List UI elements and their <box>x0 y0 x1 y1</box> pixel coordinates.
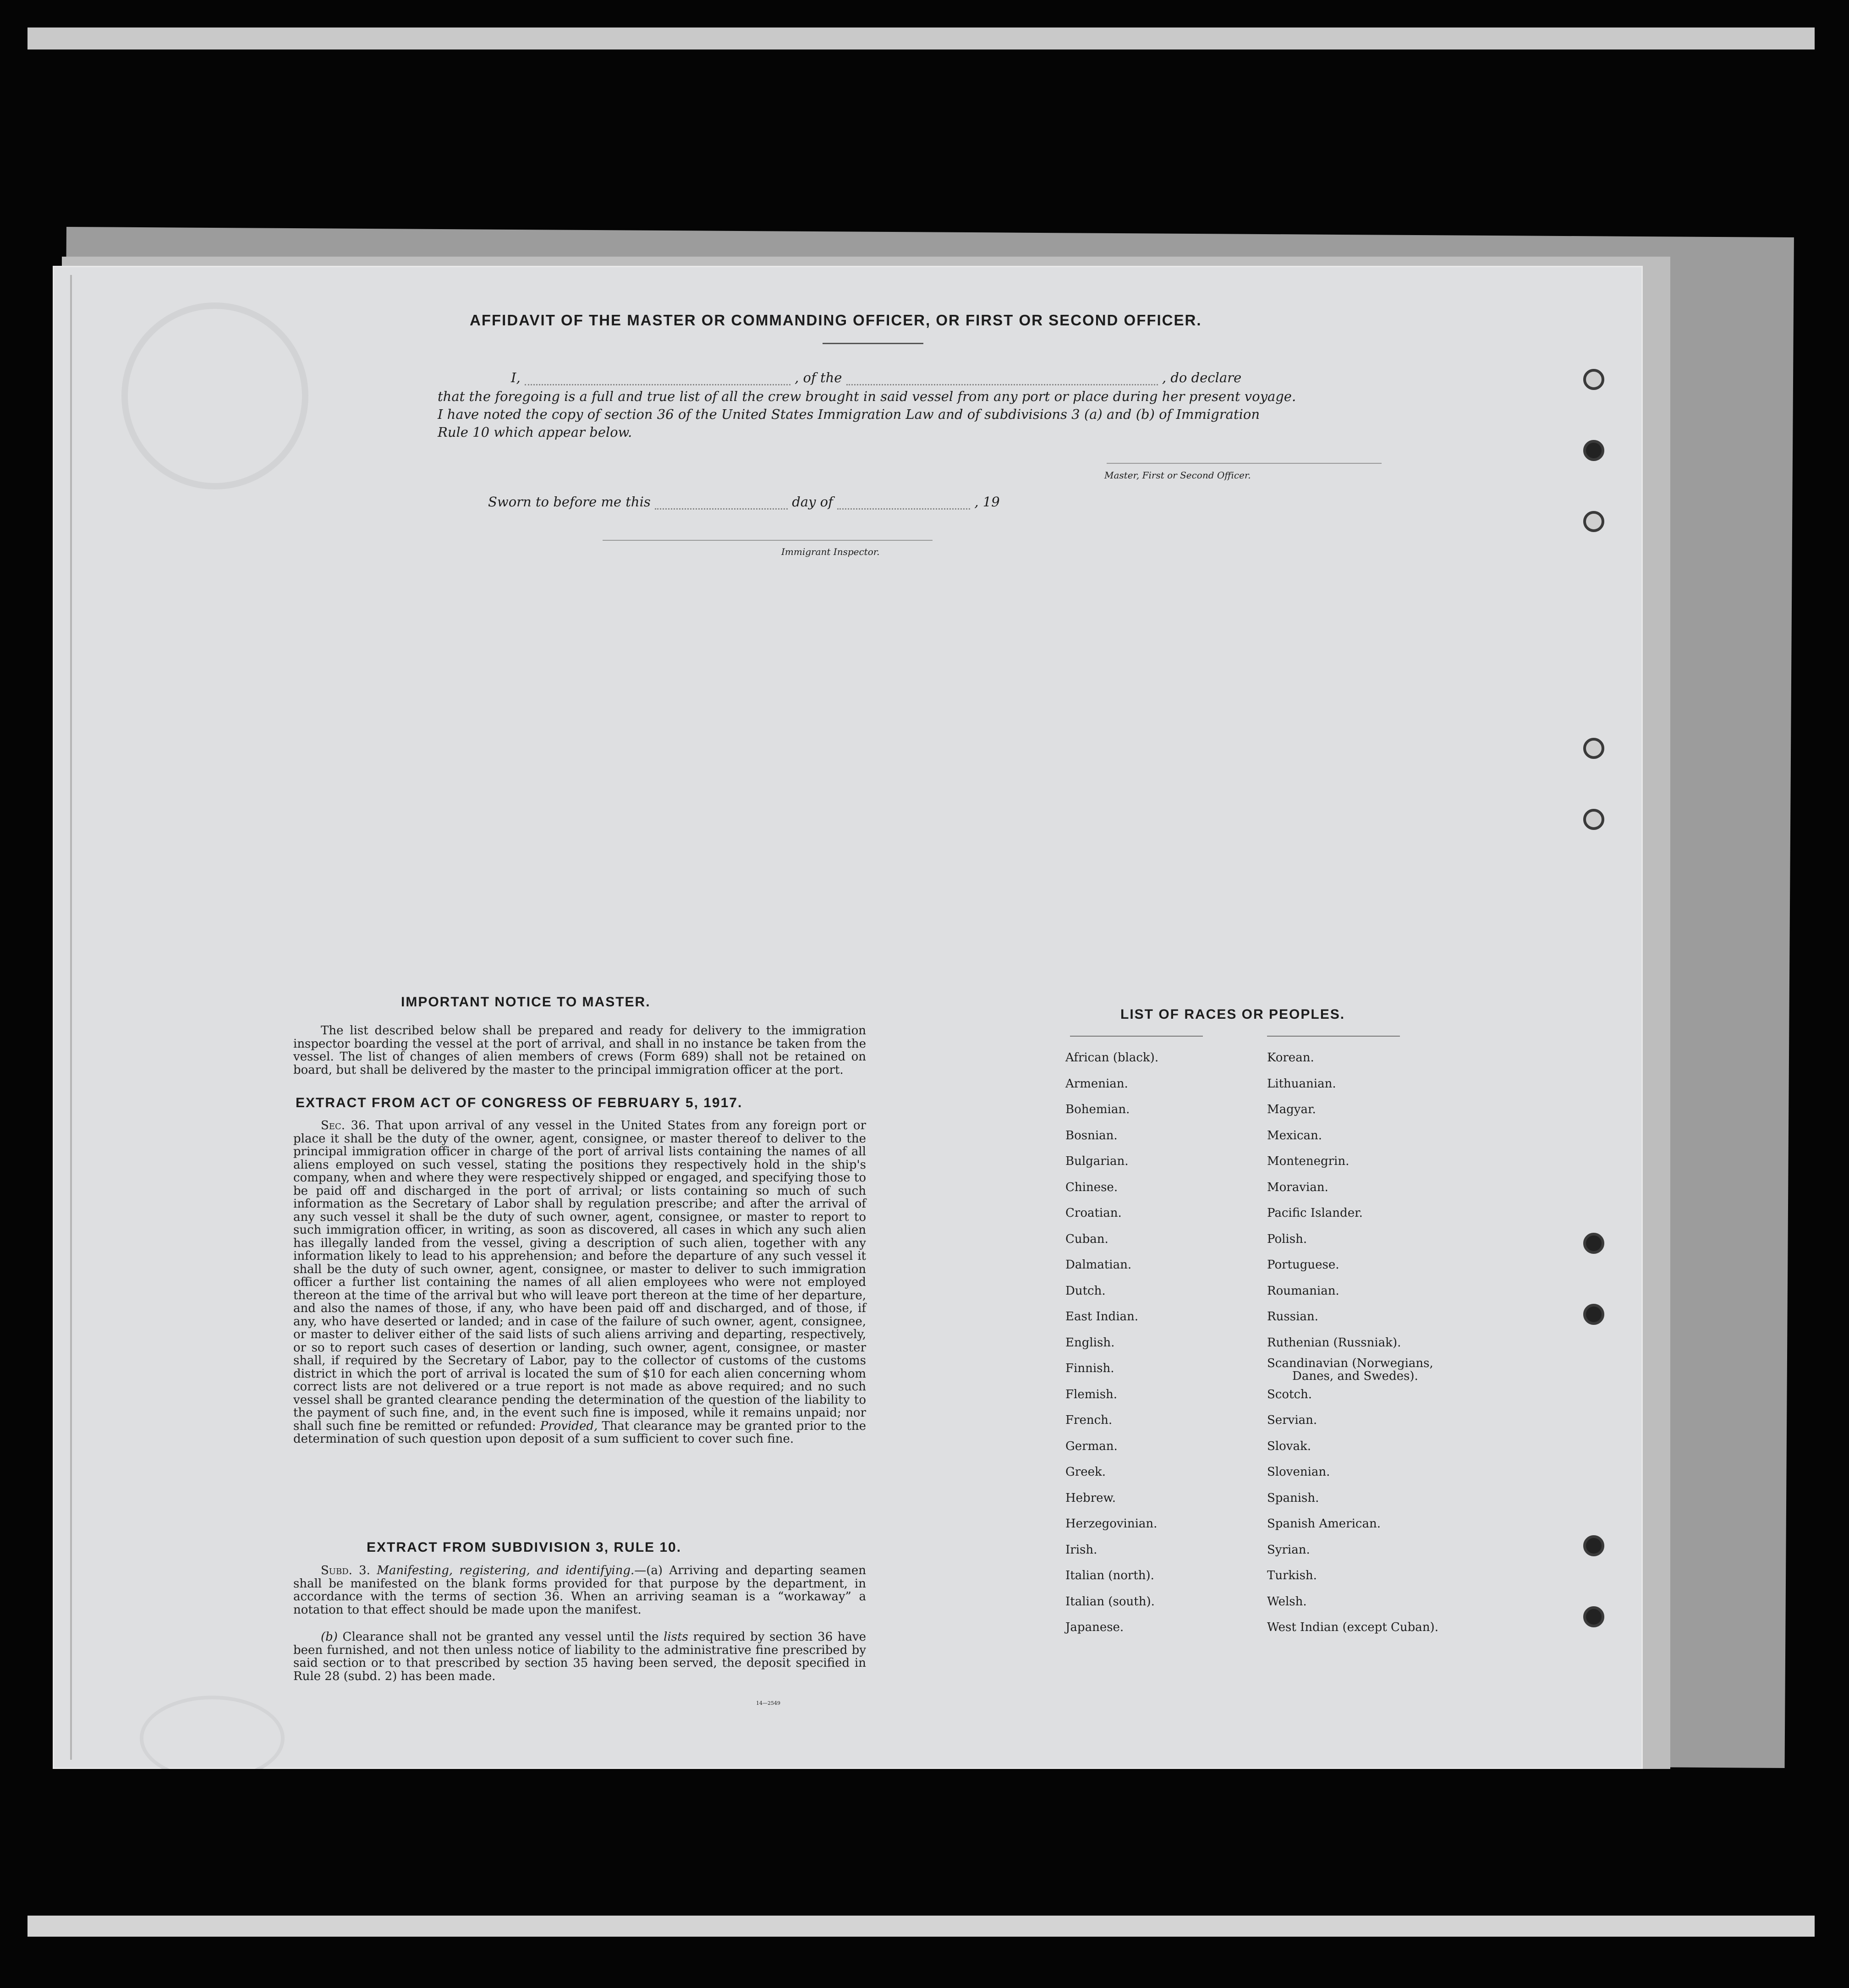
race-item: Dalmatian. <box>1065 1258 1132 1272</box>
day-of-text: day of <box>792 494 833 510</box>
race-item: Scotch. <box>1267 1387 1312 1401</box>
heading-rule <box>823 343 923 344</box>
binder-hole <box>1583 369 1604 390</box>
race-item: French. <box>1065 1413 1113 1427</box>
affidavit-do-declare: , do declare <box>1162 370 1242 385</box>
races-column-rule <box>1267 1036 1400 1037</box>
race-item: Italian (north). <box>1065 1569 1154 1582</box>
race-item: Irish. <box>1065 1543 1097 1557</box>
affidavit-line-3: I have noted the copy of section 36 of the United States Immigration Law and of subdivisions 3 (a) and (b) of Immigration <box>438 406 1260 422</box>
race-item: West Indian (except Cuban). <box>1267 1620 1438 1634</box>
race-item: Turkish. <box>1267 1569 1317 1582</box>
subd-title: Manifesting, registering, and identifying. <box>377 1564 635 1577</box>
name-blank <box>525 384 790 385</box>
officer-label: Master, First or Second Officer. <box>1104 470 1251 481</box>
races-heading: LIST OF RACES OR PEOPLES. <box>1120 1007 1345 1022</box>
race-item: African (black). <box>1065 1051 1159 1065</box>
subd-b-lists: lists <box>664 1630 688 1644</box>
binder-hole <box>1583 1233 1604 1254</box>
subd-b-label: (b) <box>321 1630 338 1644</box>
binder-hole <box>1583 1606 1604 1627</box>
race-item: Flemish. <box>1065 1387 1118 1401</box>
sworn-text: Sworn to before me this <box>488 494 651 510</box>
race-item: Danes, and Swedes). <box>1292 1369 1418 1383</box>
subd-a-text <box>293 1564 866 1616</box>
race-item: Hebrew. <box>1065 1491 1116 1505</box>
race-item: Moravian. <box>1267 1180 1328 1194</box>
affidavit-heading: AFFIDAVIT OF THE MASTER OR COMMANDING OFFICER, OR FIRST OR SECOND OFFICER. <box>470 312 1202 329</box>
extract-act-text <box>293 1119 866 1446</box>
binder-hole <box>1583 440 1604 461</box>
notice-heading: IMPORTANT NOTICE TO MASTER. <box>401 994 651 1010</box>
race-item: German. <box>1065 1439 1118 1453</box>
subd-b-body-1: Clearance shall not be granted any vessel until the <box>342 1630 659 1644</box>
bleed-through-seal <box>121 302 308 489</box>
race-item: Magyar. <box>1267 1103 1316 1116</box>
races-column-2 <box>1267 1045 1438 1641</box>
race-item: East Indian. <box>1065 1310 1139 1324</box>
race-item: Pacific Islander. <box>1267 1206 1363 1220</box>
form-code: 14—2549 <box>756 1700 780 1706</box>
race-item: Japanese. <box>1065 1620 1124 1634</box>
race-item: Greek. <box>1065 1465 1106 1479</box>
month-blank <box>837 508 970 510</box>
race-item: Korean. <box>1267 1051 1314 1065</box>
subd-b-text <box>293 1631 866 1683</box>
sworn-line <box>488 494 1000 510</box>
bleed-through-stamp <box>140 1696 285 1769</box>
race-item: Spanish. <box>1267 1491 1319 1505</box>
scan-top-strip <box>27 27 1815 49</box>
inspector-label: Immigrant Inspector. <box>781 546 880 557</box>
race-item: Lithuanian. <box>1267 1076 1336 1091</box>
scan-bottom-strip <box>27 1916 1815 1937</box>
affidavit-line-2: that the foregoing is a full and true list of all the crew brought in said vessel from any port or place during her present voyage. <box>438 389 1296 404</box>
race-item: Servian. <box>1267 1413 1317 1427</box>
race-item: Polish. <box>1267 1232 1307 1246</box>
subd-a-label: —(a) <box>634 1564 663 1577</box>
race-item: Mexican. <box>1267 1128 1322 1142</box>
vessel-blank <box>846 384 1158 385</box>
extract-act-heading: EXTRACT FROM ACT OF CONGRESS OF FEBRUARY 5, 1917. <box>296 1095 743 1110</box>
provided-label: Provided, <box>540 1419 598 1433</box>
affidavit-i: I, <box>511 370 521 385</box>
race-item: Russian. <box>1267 1310 1318 1324</box>
affidavit-line-4: Rule 10 which appear below. <box>438 424 632 440</box>
race-item: Armenian. <box>1065 1076 1128 1091</box>
affidavit-of-the: , of the <box>795 370 842 385</box>
race-item: English. <box>1065 1335 1115 1350</box>
page-edge <box>70 275 72 1760</box>
manifest-page <box>53 266 1643 1769</box>
race-item: Scandinavian (Norwegians, <box>1267 1356 1433 1370</box>
race-item: Slovenian. <box>1267 1465 1330 1479</box>
race-item: Finnish. <box>1065 1362 1114 1375</box>
races-column-rule <box>1070 1036 1203 1037</box>
race-item: Montenegrin. <box>1267 1154 1350 1168</box>
binder-hole <box>1583 511 1604 532</box>
binder-hole <box>1583 1535 1604 1556</box>
race-item: Bohemian. <box>1065 1103 1130 1116</box>
subd-label: Subd. 3. <box>321 1564 370 1577</box>
race-item: Ruthenian (Russniak). <box>1267 1335 1401 1350</box>
race-item: Italian (south). <box>1065 1594 1155 1609</box>
extract-rule-heading: EXTRACT FROM SUBDIVISION 3, RULE 10. <box>367 1540 682 1555</box>
race-item: Slovak. <box>1267 1439 1311 1453</box>
officer-signature-line <box>1107 463 1382 464</box>
race-item: Croatian. <box>1065 1206 1122 1220</box>
year-text: , 19 <box>974 494 1000 510</box>
subd-b-body-2: required by section 36 have been furnished, and not then unless notice of liability to the administrative fine prescribed by said section or to that prescribed by section 35 having been served, the deposit specified in Rule 28 (subd. 2) has been made. <box>293 1630 867 1683</box>
race-item: Bulgarian. <box>1065 1154 1129 1168</box>
race-item: Portuguese. <box>1267 1258 1339 1272</box>
race-item: Roumanian. <box>1267 1284 1339 1298</box>
provided-text: That clearance may be granted prior to the determination of such question upon deposit of a sum sufficient to cover such fine. <box>293 1419 866 1446</box>
section-36-body: That upon arrival of any vessel in the United States from any foreign port or place it shall be the duty of the owner, agent, consignee, or master thereof to deliver to the principal immigration officer in charge of the port of arrival lists containing the names of all aliens employed on such vessel, stating the positions they respectively hold in the ship's company, when and where they were respectively shipped or engaged, and specifying those to be paid off and discharged in the port of arrival; or lists containing so much of such information as the Secretary of Labor shall by regulation prescribe; and after the arrival of any such vessel it shall be the duty of such owner, agent, consignee, or master to report to such immigration officer, in writing, as soon as discovered, all cases in which any such alien has illegally landed from the vessel, giving a description of such alien, together with any information likely to lead to his apprehension; and before the departure of any such vessel it shall be the duty of such owner, agent, consignee, or master to deliver to such immigration officer a further list containing the names of all alien employees who were not employed thereon at the time of the arrival but who will leave port thereon at the time of her departure, and also the names of those, if any, who have been paid off and discharged, and of those, if any, who have deserted or landed; and in case of the failure of such owner, agent, consignee, or master to deliver either of the said lists of such aliens arriving and departing, respectively, or so to report such cases of desertion or landing, such owner, agent, consignee, or master shall, if required by the Secretary of Labor, pay to the collector of customs of the customs district in which the port of arrival is located the sum of $10 for each alien concerning whom correct lists are not delivered or a true report is not made as above required; and no such vessel shall be granted clearance pending the determination of the question of the liability to the payment of such fine, and, in the event such fine is imposed, while it remains unpaid; nor shall such fine be remitted or refunded: <box>293 1119 866 1433</box>
inspector-signature-line <box>603 540 933 541</box>
subd-a-body: Arriving and departing seamen shall be manifested on the blank forms provided for that purpose by the department, in accordance with the terms of section 36. When an arriving seaman is a “workaway” a notation to that effect should be made upon the manifest. <box>293 1564 867 1617</box>
race-item: Herzegovinian. <box>1065 1517 1158 1531</box>
notice-text: The list described below shall be prepared and ready for delivery to the immigration inspector boarding the vessel at the port of arrival, and shall in no instance be taken from the vessel. The list of changes of alien members of crews (Form 689) shall not be retained on board, but shall be delivered by the master to the principal immigration officer at the port. <box>293 1024 866 1077</box>
affidavit-line-1 <box>511 370 1241 385</box>
races-column-1 <box>1065 1045 1158 1641</box>
binder-hole <box>1583 809 1604 830</box>
race-item: Chinese. <box>1065 1180 1118 1194</box>
race-item: Syrian. <box>1267 1543 1310 1557</box>
race-item: Welsh. <box>1267 1594 1307 1609</box>
binder-hole <box>1583 1304 1604 1325</box>
race-item: Dutch. <box>1065 1284 1106 1298</box>
race-item: Bosnian. <box>1065 1128 1118 1142</box>
section-label: Sec. 36. <box>321 1119 370 1132</box>
binder-hole <box>1583 738 1604 759</box>
day-blank <box>655 508 788 510</box>
race-item: Spanish American. <box>1267 1517 1381 1531</box>
race-item: Cuban. <box>1065 1232 1108 1246</box>
